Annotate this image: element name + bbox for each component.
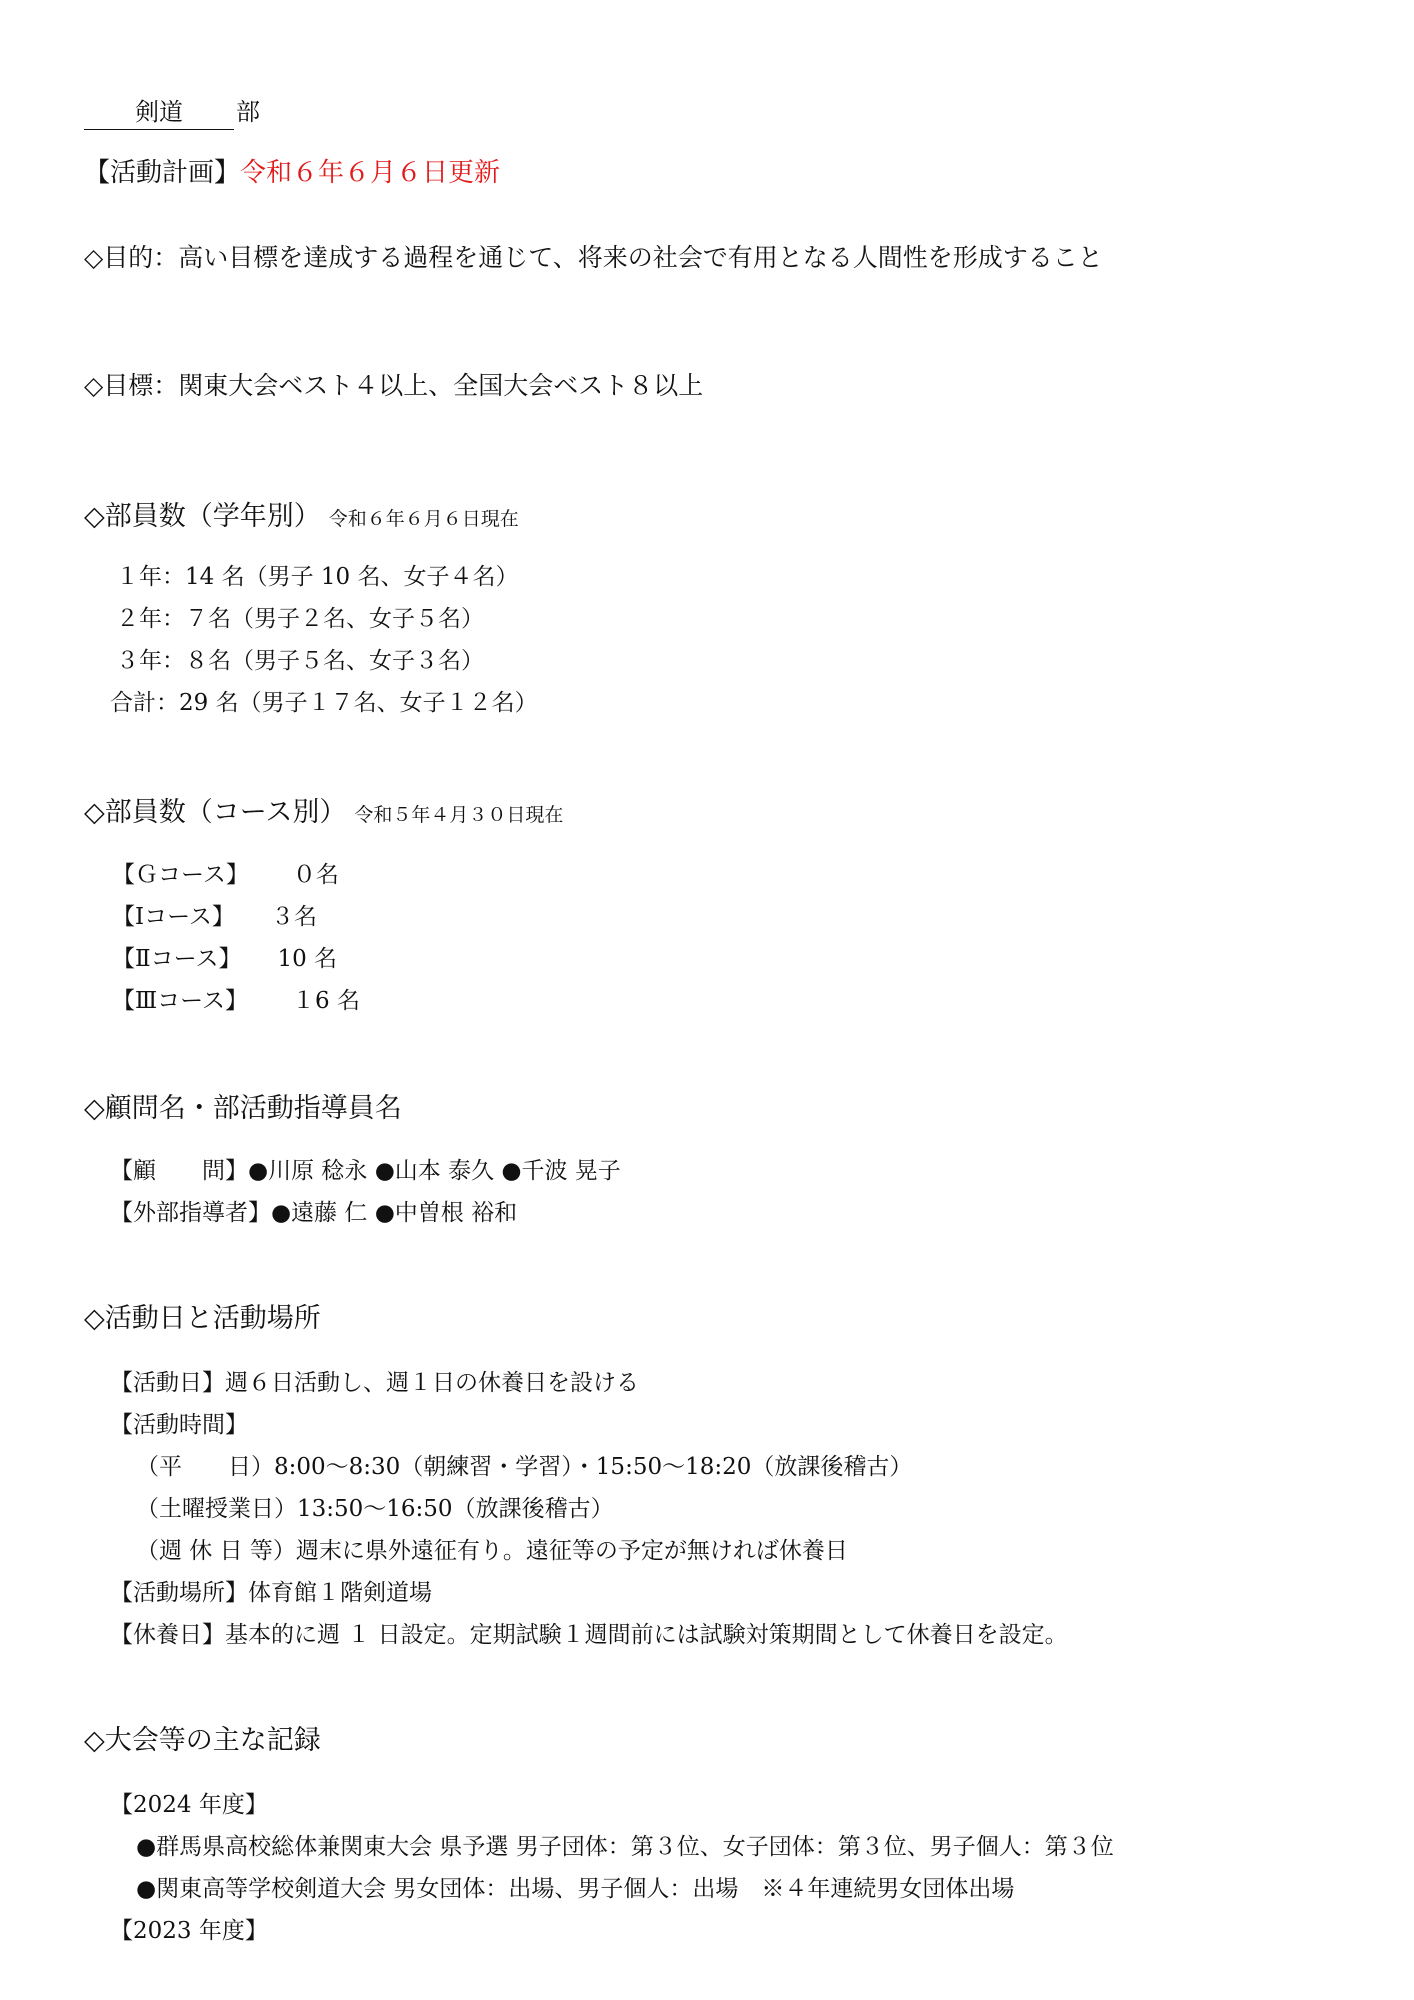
activity-days: 【活動日】週６日活動し、週１日の休養日を設ける xyxy=(110,1370,639,1396)
plan-heading xyxy=(84,152,500,189)
record-item: ●群馬県高校総体兼関東大会 県予選 男子団体：第３位、女子団体：第３位、男子個人：第３位 xyxy=(136,1834,1114,1860)
activity-saturday-hours: （土曜授業日）13:50～16:50（放課後稽古） xyxy=(136,1496,614,1522)
goal-text: ◇目標：関東大会ベスト４以上、全国大会ベスト８以上 xyxy=(84,371,704,400)
purpose-text: ◇目的：高い目標を達成する過程を通じて、将来の社会で有用となる人間性を形成すること xyxy=(84,243,1103,272)
members-by-grade-heading xyxy=(84,494,519,533)
records-heading: ◇大会等の主な記録 xyxy=(84,1725,321,1756)
members-by-course-heading xyxy=(84,790,563,829)
course-label: 【Ⅱコース】 xyxy=(112,946,242,972)
course-row xyxy=(112,898,317,931)
course-label: 【Ⅲコース】 xyxy=(112,988,249,1014)
records-year-2023: 【2023 年度】 xyxy=(110,1918,268,1944)
course-row xyxy=(112,856,339,889)
club-name-line xyxy=(84,92,260,130)
course-row xyxy=(112,982,360,1015)
activity-place: 【活動場所】体育館１階剣道場 xyxy=(110,1580,432,1606)
records-year-2024: 【2024 年度】 xyxy=(110,1792,268,1818)
record-item: ●関東高等学校剣道大会 男女団体：出場、男子個人：出場 ※４年連続男女団体出場 xyxy=(136,1876,1015,1902)
advisors-line: 【顧 問】●川原 稔永 ●山本 泰久 ●千波 晃子 xyxy=(110,1158,621,1184)
course-row xyxy=(112,940,337,973)
members-by-course-as-of: 令和５年４月３０日現在 xyxy=(354,804,564,826)
staff-heading: ◇顧問名・部活動指導員名 xyxy=(84,1093,402,1124)
course-count: 10 名 xyxy=(277,946,338,972)
course-label: 【Ⅰコース】 xyxy=(112,904,235,930)
members-by-grade-title: ◇部員数（学年別） xyxy=(84,501,321,532)
plan-label: 【活動計画】 xyxy=(84,158,241,188)
plan-updated-date: 令和６年６月６日更新 xyxy=(240,158,501,188)
course-count: ３名 xyxy=(270,904,317,930)
external-coaches-line: 【外部指導者】●遠藤 仁 ●中曽根 裕和 xyxy=(110,1200,518,1226)
grade-row: ３年：８名（男子５名、女子３名） xyxy=(116,648,484,674)
grade-row: １年：14 名（男子 10 名、女子４名） xyxy=(116,564,519,590)
course-count: ０名 xyxy=(292,862,339,888)
course-label: 【Ｇコース】 xyxy=(112,862,249,888)
members-by-grade-as-of: 令和６年６月６日現在 xyxy=(328,508,519,530)
activity-weekday-hours: （平 日）8:00～8:30（朝練習・学習）・15:50～18:20（放課後稽古） xyxy=(136,1454,913,1480)
activity-hours-label: 【活動時間】 xyxy=(110,1412,248,1438)
activity-holiday-hours: （週 休 日 等）週末に県外遠征有り。遠征等の予定が無ければ休養日 xyxy=(136,1538,848,1564)
activity-heading: ◇活動日と活動場所 xyxy=(84,1303,321,1334)
members-by-course-title: ◇部員数（コース別） xyxy=(84,797,347,828)
club-name: 剣道 xyxy=(84,92,234,130)
club-suffix: 部 xyxy=(236,98,260,126)
grade-row: ２年：７名（男子２名、女子５名） xyxy=(116,606,484,632)
rest-days: 【休養日】基本的に週 １ 日設定。定期試験１週間前には試験対策期間として休養日を設定。 xyxy=(110,1622,1068,1648)
course-count: １6 名 xyxy=(292,988,360,1014)
grade-total-row: 合計：29 名（男子１７名、女子１２名） xyxy=(110,690,538,716)
